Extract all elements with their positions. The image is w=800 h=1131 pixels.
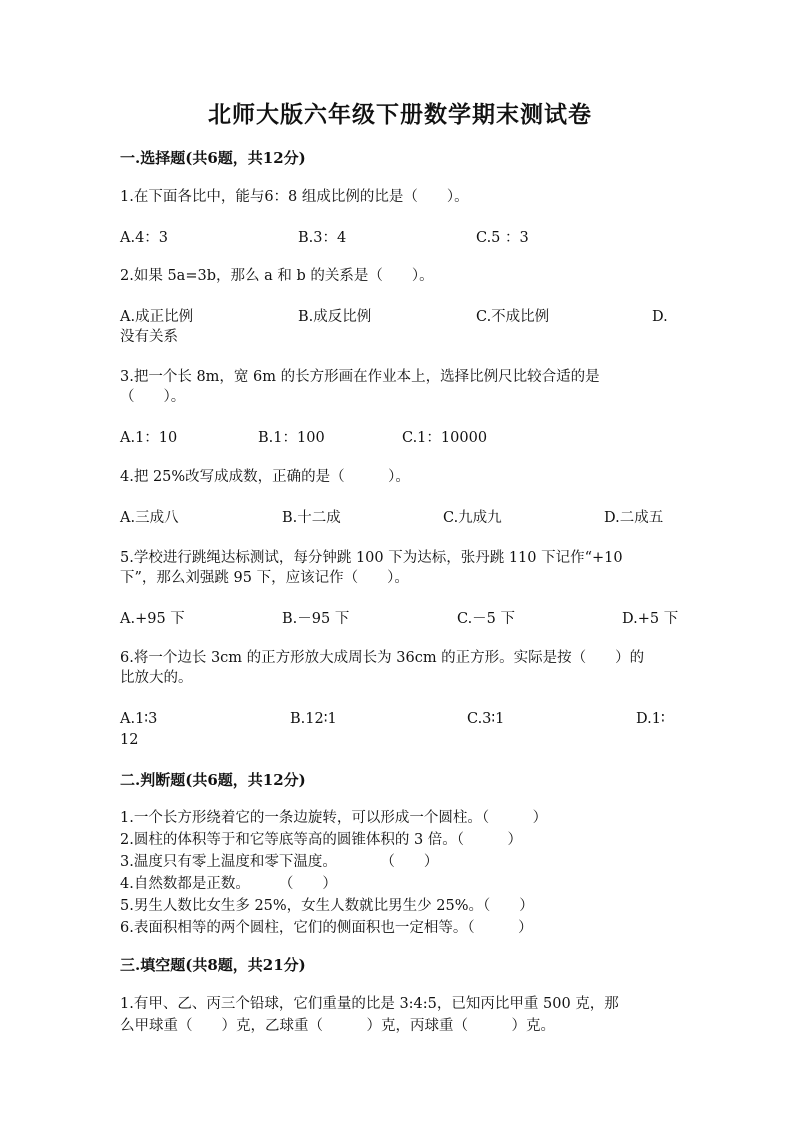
option-c: C.九成九 <box>443 510 502 526</box>
option-d-wrap: 没有关系 <box>120 329 178 345</box>
option-d-wrap: 12 <box>120 732 139 748</box>
option-b: B.－95 下 <box>282 611 350 627</box>
judge-item: 1.一个长方形绕着它的一条边旋转，可以形成一个圆柱。（ ） <box>120 810 548 826</box>
option-a: A.三成八 <box>120 510 179 526</box>
option-b: B.3：4 <box>298 230 347 246</box>
option-c: C.－5 下 <box>457 611 516 627</box>
question-text: 5.学校进行跳绳达标测试，每分钟跳 100 下为达标，张丹跳 110 下记作“+10 <box>120 550 623 566</box>
option-a: A.1：10 <box>120 430 178 446</box>
question-text: 6.将一个边长 3cm 的正方形放大成周长为 36cm 的正方形。实际是按（ ）的 <box>120 650 645 666</box>
option-b: B.十二成 <box>282 510 341 526</box>
fill-question-text-cont: 么甲球重（ ）克，乙球重（ ）克，丙球重（ ）克。 <box>120 1018 555 1034</box>
fill-question-text: 1.有甲、乙、丙三个铅球，它们重量的比是 3:4:5，已知丙比甲重 500 克，那 <box>120 996 619 1012</box>
question-text: 3.把一个长 8m，宽 6m 的长方形画在作业本上，选择比例尺比较合适的是 <box>120 369 600 385</box>
question-text: 2.如果 5a=3b，那么 a 和 b 的关系是（ ）。 <box>120 268 434 284</box>
option-a: A.1∶3 <box>120 711 158 727</box>
section-heading-fill: 三.填空题(共8题，共21分) <box>120 956 306 974</box>
option-a: A.4：3 <box>120 230 169 246</box>
question-text-cont: （ ）。 <box>120 389 186 405</box>
option-b: B.成反比例 <box>298 309 372 325</box>
option-d: D.+5 下 <box>622 611 679 627</box>
judge-item: 6.表面积相等的两个圆柱，它们的侧面积也一定相等。（ ） <box>120 920 533 936</box>
section-heading-judge: 二.判断题(共6题，共12分) <box>120 771 306 789</box>
option-a: A.成正比例 <box>120 309 194 325</box>
option-c: C.不成比例 <box>476 309 550 325</box>
option-d: D.二成五 <box>604 510 664 526</box>
judge-item: 3.温度只有零上温度和零下温度。 （ ） <box>120 854 439 870</box>
question-text: 4.把 25%改写成成数，正确的是（ ）。 <box>120 469 410 485</box>
option-a: A.+95 下 <box>120 611 185 627</box>
option-b: B.12∶1 <box>290 711 337 727</box>
question-text-cont: 比放大的。 <box>120 670 193 686</box>
option-d: D. <box>652 309 668 325</box>
option-d: D.1∶ <box>636 711 665 727</box>
question-text-cont: 下”，那么刘强跳 95 下，应该记作（ ）。 <box>120 570 409 586</box>
judge-item: 5.男生人数比女生多 25%，女生人数就比男生少 25%。（ ） <box>120 898 534 914</box>
judge-item: 2.圆柱的体积等于和它等底等高的圆锥体积的 3 倍。（ ） <box>120 832 523 848</box>
judge-item: 4.自然数都是正数。 （ ） <box>120 876 337 892</box>
page-title: 北师大版六年级下册数学期末测试卷 <box>208 101 592 128</box>
option-c: C.5 ：3 <box>476 230 529 246</box>
option-b: B.1：100 <box>258 430 325 446</box>
option-c: C.1：10000 <box>402 430 488 446</box>
question-text: 1.在下面各比中，能与6：8 组成比例的比是（ ）。 <box>120 189 469 205</box>
section-heading-choice: 一.选择题(共6题，共12分) <box>120 149 306 167</box>
option-c: C.3∶1 <box>467 711 505 727</box>
